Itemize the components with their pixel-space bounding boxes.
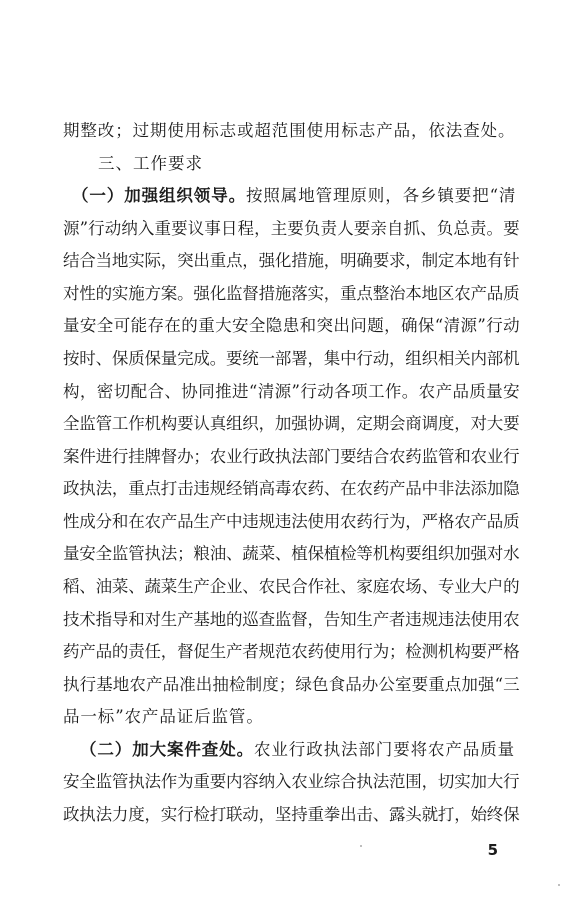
paragraph-line: 性成分和在农产品生产中违规违法使用农药行为，严格农产品质: [63, 512, 520, 531]
paragraph-text: 农业行政执法部门要将农产品质量: [254, 740, 515, 759]
scan-speck: [360, 845, 362, 847]
paragraph-line: 对性的实施方案。强化监督措施落实，重点整治本地区农产品质: [63, 284, 520, 303]
section-heading: 三、工作要求: [98, 154, 203, 173]
paragraph-line: [80, 740, 515, 760]
paragraph-line: 结合当地实际，突出重点，强化措施，明确要求，制定本地有针: [63, 251, 520, 270]
subsection-heading: （二）加大案件查处。: [80, 740, 254, 759]
paragraph-line: 案件进行挂牌督办；农业行政执法部门要结合农药监管和农业行: [63, 447, 520, 466]
paragraph-line: 执行基地农产品准出抽检制度；绿色食品办公室要重点加强“三: [63, 675, 520, 694]
paragraph-line: 源”行动纳入重要议事日程，主要负责人要亲自抓、负总责。要: [63, 219, 520, 238]
subsection-heading: （一）加强组织领导。: [72, 186, 246, 205]
paragraph-line: 政执法力度，实行检打联动，坚持重拳出击、露头就打，始终保: [63, 805, 520, 824]
paragraph-line: 量安全可能存在的重大安全隐患和突出问题，确保“清源”行动: [63, 316, 521, 335]
paragraph-line: 稻、油菜、蔬菜生产企业、农民合作社、家庭农场、专业大户的: [63, 577, 520, 596]
paragraph-line: 政执法，重点打击违规经销高毒农药、在农药产品中非法添加隐: [63, 479, 520, 498]
paragraph-line: 品一标”农产品证后监管。: [63, 707, 264, 726]
paragraph-line: 按时、保质保量完成。要统一部署，集中行动，组织相关内部机: [63, 349, 520, 368]
paragraph-line: 药产品的责任，督促生产者规范农药使用行为；检测机构要严格: [63, 642, 520, 661]
paragraph-text: 按照属地管理原则，各乡镇要把“清: [246, 186, 517, 205]
paragraph-line: 量安全监管执法；粮油、蔬菜、植保植检等机构要组织加强对水: [63, 544, 520, 563]
paragraph-line: 技术指导和对生产基地的巡查监督，告知生产者违规违法使用农: [63, 610, 520, 629]
paragraph-line: 安全监管执法作为重要内容纳入农业综合执法范围，切实加大行: [63, 772, 520, 791]
paragraph-line: 全监管工作机构要认真组织，加强协调，定期会商调度，对大要: [63, 414, 520, 433]
paragraph-line: [72, 186, 516, 206]
scan-speck: [558, 884, 560, 886]
page-number: 5: [487, 841, 498, 859]
paragraph-line: 构，密切配合、协同推进“清源”行动各项工作。农产品质量安: [63, 382, 521, 401]
paragraph-line: 期整改；过期使用标志或超范围使用标志产品，依法查处。: [63, 121, 516, 140]
